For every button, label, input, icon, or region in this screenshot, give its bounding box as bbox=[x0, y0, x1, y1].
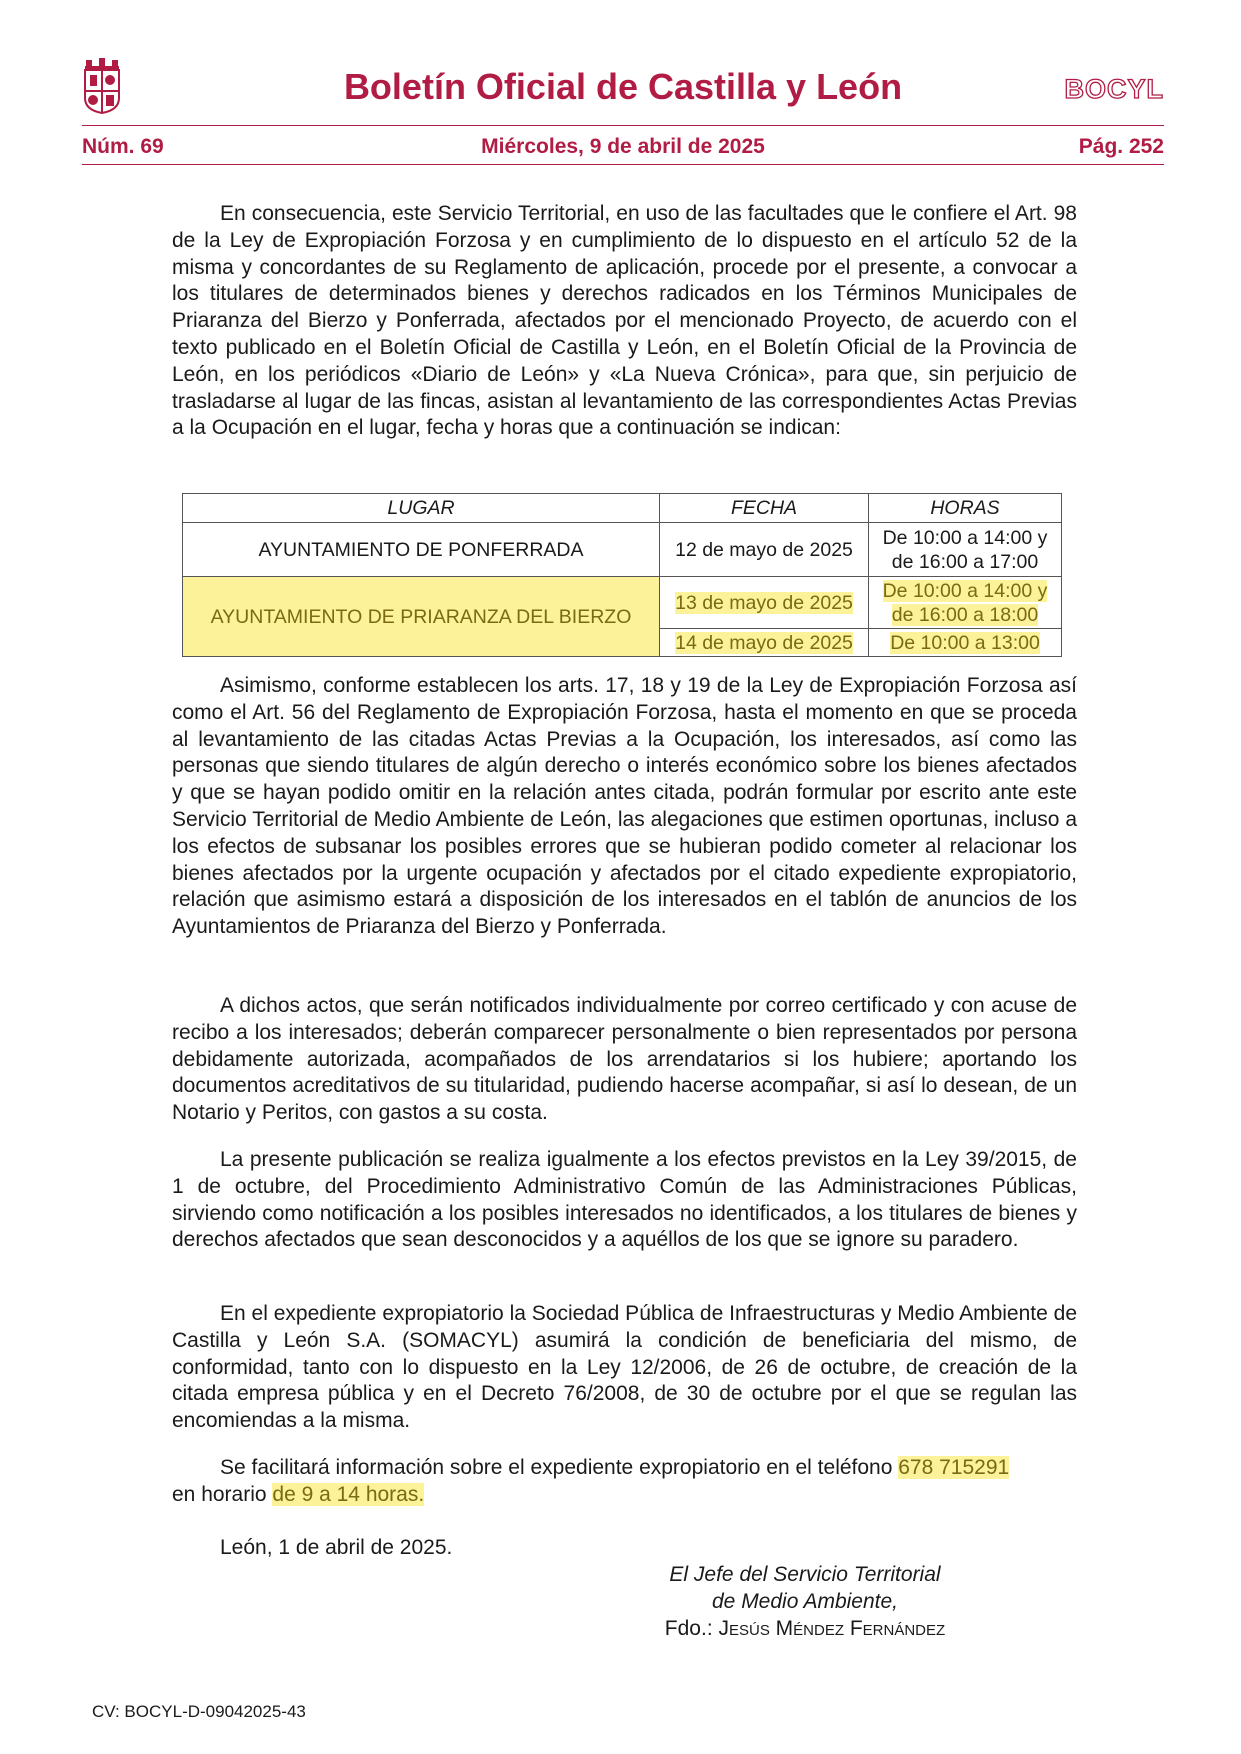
bulletin-header bbox=[82, 52, 1164, 122]
signature-title-1: El Jefe del Servicio Territorial bbox=[669, 1563, 941, 1586]
verification-code: CV: BOCYL-D-09042025-43 bbox=[92, 1702, 306, 1721]
table-row bbox=[183, 523, 1062, 577]
fecha-highlight: 13 de mayo de 2025 bbox=[675, 591, 853, 614]
cell-horas bbox=[869, 523, 1062, 577]
cell-horas bbox=[869, 577, 1062, 629]
office-hours: de 9 a 14 horas. bbox=[272, 1482, 425, 1506]
paragraph-somacyl: En el expediente expropiatorio la Sociedad Pública de Infraestructuras y Medio Ambiente de Castilla y León S.A. (SOMACYL) asumirá la condición de beneficiaria del mismo, de conformidad, tanto con lo dispuesto en la Ley 12/2006, de 26 de octubre, de creación de la citada empresa pública y en el Decreto 76/2008, de 30 de octubre por el que se regulan las encomiendas a la misma. bbox=[172, 1302, 1077, 1433]
header-rule-top bbox=[82, 125, 1164, 126]
body-block-2 bbox=[172, 673, 1077, 941]
body-block-1 bbox=[172, 201, 1077, 442]
issue-info-bar bbox=[82, 133, 1164, 163]
info-text: Se facilitará información sobre el expediente expropiatorio en el teléfono bbox=[220, 1456, 899, 1479]
cell-horas bbox=[869, 629, 1062, 657]
header-horas: HORAS bbox=[869, 494, 1062, 523]
paragraph-alegaciones: Asimismo, conforme establecen los arts. 17, 18 y 19 de la Ley de Expropiación Forzosa así como el Art. 56 del Reglamento de Expropiación Forzosa, hasta el momento en que se proceda al levantamiento de las citadas Actas Previas a la Ocupación, los interesados, así como las personas que siendo titulares de algún derecho o interés económico sobre los bienes afectados y que se hayan podido omitir en la relación antes citada, podrán formular por escrito ante este Servicio Territorial de Medio Ambiente de León, las alegaciones que estimen oportunas, incluso a los efectos de subsanar los posibles errores que se hubieran podido cometer al relacionar los bienes afectados por la urgente ocupación y afectados por el citado expediente expropiatorio, relación que asimismo estará a disposición de los interesados en el tablón de anuncios de los Ayuntamientos de Priaranza del Bierzo y Ponferrada. bbox=[172, 674, 1077, 939]
horas-highlight: De 10:00 a 13:00 bbox=[890, 631, 1040, 654]
cell-fecha: 12 de mayo de 2025 bbox=[660, 523, 869, 577]
paragraph-actos: A dichos actos, que serán notificados individualmente por correo certificado y con acuse de recibo a los interesados; deberán comparecer personalmente o bien representados por persona debidamente autorizada, acompañados de los arrendatarios si los hubiere; aportando los documentos acreditativos de su titularidad, pudiendo hacerse acompañar, si así lo desean, de un Notario y Peritos, con gastos a su costa. bbox=[172, 994, 1077, 1125]
phone-number: 678 715291 bbox=[898, 1456, 1010, 1479]
signature-prefix: Fdo.: bbox=[664, 1617, 719, 1640]
cell-fecha bbox=[660, 629, 869, 657]
paragraph-informacion bbox=[172, 1455, 1077, 1509]
body-block-3 bbox=[172, 993, 1077, 1127]
body-block-5 bbox=[172, 1301, 1077, 1435]
cell-lugar: AYUNTAMIENTO DE PONFERRADA bbox=[183, 523, 660, 577]
horas-line: de 16:00 a 17:00 bbox=[891, 550, 1039, 573]
fecha-highlight: 14 de mayo de 2025 bbox=[675, 631, 853, 654]
cell-fecha bbox=[660, 577, 869, 629]
header-lugar: LUGAR bbox=[183, 494, 660, 523]
signatory-name: Jesús Méndez Fernández bbox=[718, 1617, 946, 1640]
bulletin-title: Boletín Oficial de Castilla y León bbox=[343, 66, 903, 107]
cell-lugar: AYUNTAMIENTO DE PRIARANZA DEL BIERZO bbox=[183, 577, 660, 657]
horas-line: De 10:00 a 14:00 y bbox=[882, 526, 1048, 549]
body-block-4 bbox=[172, 1147, 1077, 1254]
horas-line: de 16:00 a 18:00 bbox=[891, 603, 1039, 626]
bocyl-logo: BOCYL bbox=[1064, 74, 1164, 104]
table-row bbox=[183, 577, 1062, 629]
body-block-7 bbox=[172, 1535, 1077, 1562]
info-text-2: en horario bbox=[172, 1482, 273, 1506]
paragraph-publicacion: La presente publicación se realiza igualmente a los efectos previstos en la Ley 39/2015, de 1 de octubre, del Procedimiento Administrativo Común de las Administraciones Públicas, sirviendo como notificación a los posibles interesados no identificados, a los titulares de bienes y derechos afectados que sean desconocidos y a aquéllos de los que se ignore su paradero. bbox=[172, 1148, 1077, 1252]
header-rule-bottom bbox=[82, 164, 1164, 165]
signature-title-2: de Medio Ambiente, bbox=[712, 1590, 898, 1613]
signature-block bbox=[560, 1561, 1050, 1642]
signature-name-line bbox=[560, 1615, 1050, 1642]
issue-number: Núm. 69 bbox=[82, 135, 164, 158]
paragraph-convocatoria: En consecuencia, este Servicio Territorial, en uso de las facultades que le confiere el Art. 98 de la Ley de Expropiación Forzosa y en cumplimiento de lo dispuesto en el artículo 52 de la misma y concordantes de su Reglamento de aplicación, procede por el presente, a convocar a los titulares de determinados bienes y derechos radicados en los Términos Municipales de Priaranza del Bierzo y Ponferrada, afectados por el mencionado Proyecto, de acuerdo con el texto publicado en el Boletín Oficial de Castilla y León, en el Boletín Oficial de la Provincia de León, en los periódicos «Diario de León» y «La Nueva Crónica», para que, sin perjuicio de trasladarse al lugar de las fincas, asistan al levantamiento de las correspondientes Actas Previas a la Ocupación en el lugar, fecha y horas que a continuación se indican: bbox=[172, 202, 1077, 440]
schedule-table bbox=[182, 493, 1062, 657]
table-header-row bbox=[183, 494, 1062, 523]
page-number: Pág. 252 bbox=[1078, 135, 1164, 158]
place-date: León, 1 de abril de 2025. bbox=[220, 1536, 453, 1559]
issue-date: Miércoles, 9 de abril de 2025 bbox=[481, 135, 765, 158]
header-fecha: FECHA bbox=[660, 494, 869, 523]
horas-line: De 10:00 a 14:00 y bbox=[882, 579, 1048, 602]
body-block-6 bbox=[172, 1455, 1077, 1509]
